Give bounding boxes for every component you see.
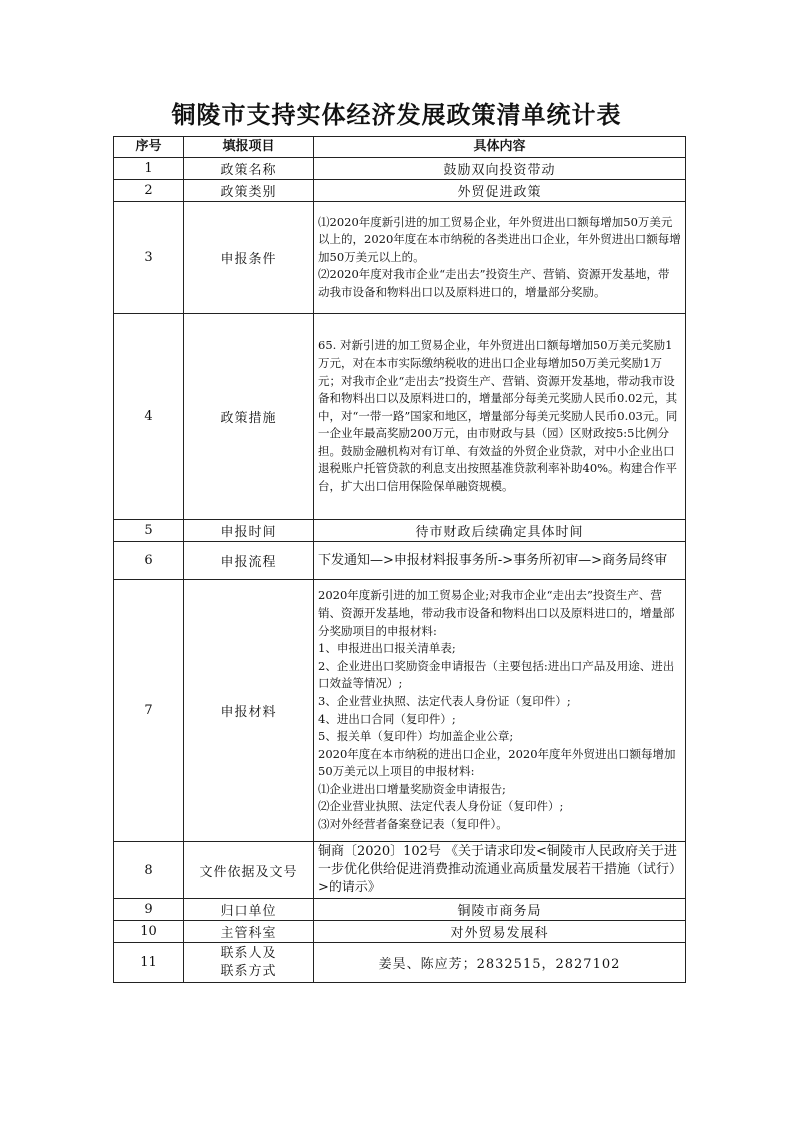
table-row [114,202,686,314]
row-number: 7 [114,580,184,842]
table-row [114,580,686,842]
policy-table [113,136,686,983]
row-item: 申报条件 [184,202,314,314]
row-number: 6 [114,542,184,580]
table-row [114,842,686,899]
row-content [314,202,686,314]
table-row [114,158,686,180]
header-serial-number: 序号 [114,137,184,158]
table-row [114,314,686,520]
row-item: 申报流程 [184,542,314,580]
header-item: 填报项目 [184,137,314,158]
row-item: 主管科室 [184,921,314,943]
row-content [314,842,686,899]
header-content: 具体内容 [314,137,686,158]
table-row [114,180,686,202]
material-line: 1、申报进出口报关清单表; [318,641,456,656]
measure-paragraph: 65. 对新引进的加工贸易企业，年外贸进出口额每增加50万美元奖励1万元，对在本市实际缴纳税收的进出口企业每增加50万美元奖励1万元；对我市企业“走出去”投资生产、营销、资源开发基地，带动我市设备和物料出口以及原料进口的，增量部分每美元奖励人民币0.02元，其中，对“一带一路”国家和地区，增量部分每美元奖励人民币0.03元。同一企业年最高奖励200万元，由市财政与县（园）区财政按5:5比例分担。鼓励金融机构对有订单、有效益的外贸企业贷款，对中小企业出口退税账户托管贷款的利息支出按照基准贷款利率补助40%。构建合作平台，扩大出口信用保险保单融资规模。 [318,338,678,494]
row-item-line: 联系方式 [220,963,277,979]
row-number: 2 [114,180,184,202]
row-number: 10 [114,921,184,943]
row-content: 待市财政后续确定具体时间 [314,520,686,542]
material-line: 5、报关单（复印件）均加盖企业公章; [318,729,514,744]
row-content: 姜昊、陈应芳；2832515，2827102 [314,943,686,983]
row-item [184,943,314,983]
row-item: 申报时间 [184,520,314,542]
table-row [114,943,686,983]
row-item: 文件依据及文号 [184,842,314,899]
row-content [314,314,686,520]
row-item: 政策类别 [184,180,314,202]
row-content: 铜陵市商务局 [314,899,686,921]
condition-paragraph: ⑴2020年度新引进的加工贸易企业，年外贸进出口额每增加50万美元以上的，2020年度在本市纳税的各类进出口企业，年外贸进出口额每增加50万美元以上的。 [318,214,681,264]
row-number: 1 [114,158,184,180]
row-content: 外贸促进政策 [314,180,686,202]
table-header-row [114,137,686,158]
material-line: 3、企业营业执照、法定代表人身份证（复印件）; [318,693,571,708]
material-line: 2020年度新引进的加工贸易企业;对我市企业“走出去”投资生产、营销、资源开发基地，带动我市设备和物料出口以及原料进口的，增量部分奖励项目的申报材料: [318,588,675,638]
material-line: ⑵企业营业执照、法定代表人身份证（复印件）; [318,799,564,814]
process-paragraph: 下发通知—>申报材料报事务所->事务所初审—>商务局终审 [318,552,668,568]
row-item-line: 联系人及 [220,945,277,961]
row-number: 5 [114,520,184,542]
table-row [114,899,686,921]
row-item: 归口单位 [184,899,314,921]
material-line: 4、进出口合同（复印件）; [318,711,456,726]
row-number: 4 [114,314,184,520]
document-reference: 铜商〔2020〕102号 《关于请求印发<铜陵市人民政府关于进一步优化供给促进消费推动流通业高质量发展若干措施（试行）>的请示》 [318,844,677,895]
row-number: 8 [114,842,184,899]
row-number: 3 [114,202,184,314]
material-line: 2、企业进出口奖励资金申请报告（主要包括:进出口产品及用途、进出口效益等情况）; [318,658,675,691]
document-title: 铜陵市支持实体经济发展政策清单统计表 [171,100,622,129]
row-content [314,542,686,580]
row-item: 申报材料 [184,580,314,842]
material-line: ⑴企业进出口增量奖励资金申请报告; [318,781,506,796]
row-content: 鼓励双向投资带动 [314,158,686,180]
material-line: 2020年度在本市纳税的进出口企业，2020年度年外贸进出口额每增加50万美元以上项目的申报材料: [318,746,676,779]
row-item: 政策措施 [184,314,314,520]
row-item: 政策名称 [184,158,314,180]
row-number: 11 [114,943,184,983]
table-row [114,542,686,580]
row-number: 9 [114,899,184,921]
material-line: ⑶对外经营者备案登记表（复印件）。 [318,817,508,832]
row-content: 对外贸易发展科 [314,921,686,943]
table-row [114,921,686,943]
condition-paragraph: ⑵2020年度对我市企业“走出去”投资生产、营销、资源开发基地，带动我市设备和物料出口以及原料进口的，增量部分奖励。 [318,267,670,299]
row-content [314,580,686,842]
table-row [114,520,686,542]
